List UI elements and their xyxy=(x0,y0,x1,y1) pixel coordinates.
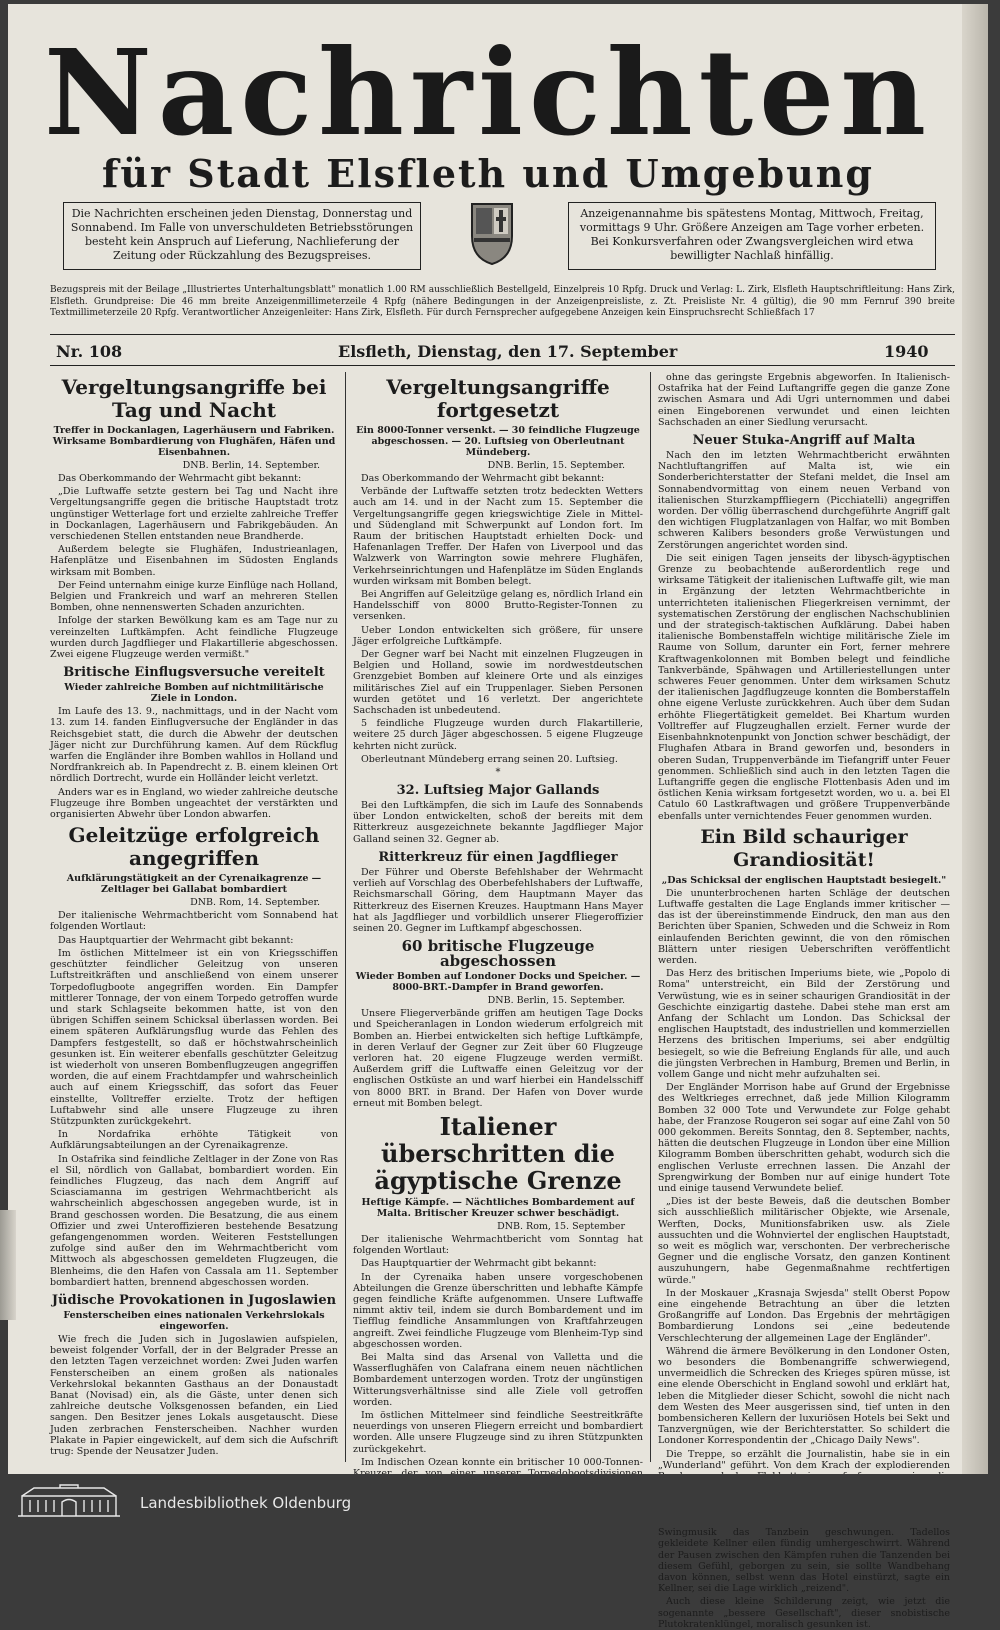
library-name: Landesbibliothek Oldenburg xyxy=(140,1494,352,1512)
source-line: DNB. Rom, 15. September xyxy=(497,1220,625,1232)
headline: Jüdische Provokationen in Jugoslawien xyxy=(51,1292,337,1308)
footer-bar xyxy=(0,1474,1000,1527)
article-paragraph: „Die Luftwaffe setzte gestern bei Tag und Nacht ihre Vergeltungsangriffe gegen die britische Hauptstadt trotz ungünstiger Wetterlage fort und erzielte zahlreiche Treffer in Dockanlagen, Lagerhäusern und Fabrikgebäuden. An verschiedenen Stellen entstanden neue Brandherde. xyxy=(50,486,338,543)
subheadline: Aufklärungstätigkeit an der Cyrenaikagrenze — Zeltlager bei Gallabat bombardiert xyxy=(66,873,322,896)
article-paragraph: Der Engländer Morrison habe auf Grund der Ergebnisse des Weltkrieges errechnet, daß jede Million Kilogramm Bomben 32 000 Tote und Verwundete zur Folge gehabt habe, der Franzose Rougeron sei sogar auf eine Zahl von 50 000 gekommen. Bereits Sonntag, den 8. September, nachts, hätten die deutschen Flugzeuge in London über eine Million Kilogramm Bomben überschritten gehabt, wodurch sich die englischen Verluste errechnen lassen. Die Anzahl der Sprengwirkung der Bomben nur auf einige hundert Tote und einige tausend Verwundete belief. xyxy=(658,1082,950,1194)
publication-info-box: Die Nachrichten erscheinen jeden Dienstag, Donnerstag und Sonnabend. Im Falle von unverschuldeten Betriebsstörungen besteht kein Anspruch auf Lieferung, Nachlieferung der Zeitung oder Rückzahlung des Bezugspreises. xyxy=(63,202,421,270)
article-paragraph: Außerdem belegte sie Flughäfen, Industrieanlagen, Hafenplätze und Eisenbahnen im Südosten Englands wirksam mit Bomben. xyxy=(50,544,338,578)
headline: 60 britische Flugzeuge abgeschossen xyxy=(401,937,595,971)
binding-clip xyxy=(0,1210,16,1320)
article-paragraph: In der Moskauer „Krasnaja Swjesda" stellt Oberst Popow eine eingehende Betrachtung an über die letzten Großangriffe auf London. Das Ergebnis der mehrtägigen Bombardierung Londons sei „eine bedeutende Verschlechterung der allgemeinen Lage der Engländer". xyxy=(658,1287,950,1344)
article-paragraph: Das Oberkommando der Wehrmacht gibt bekannt: xyxy=(361,473,605,484)
headline: Vergeltungsangriffe bei Tag und Nacht xyxy=(61,375,327,422)
article-paragraph: Der Führer und Oberste Befehlshaber der Wehrmacht verlieh auf Vorschlag des Oberbefehlshabers der Luftwaffe, Reichsmarschall Göring, dem Hauptmann Mayer das Ritterkreuz des Eisernen Kreuzes. Hauptmann Hans Mayer hat als Jagdflieger und vorbildlich unserer Fliegeroffizier seinen 20. Gegner im Luftkampf abgeschossen. xyxy=(353,866,643,934)
article-paragraph: 5 feindliche Flugzeuge wurden durch Flakartillerie, weitere 25 durch Jäger abgeschossen. 5 eigene Flugzeuge kehrten nicht zurück. xyxy=(353,718,643,752)
article-paragraph: Bei Angriffen auf Geleitzüge gelang es, nördlich Irland ein Handelsschiff von 8000 Brutto-Register-Tonnen zu versenken. xyxy=(353,589,643,623)
column-2 xyxy=(353,372,643,1468)
article-paragraph: Der Gegner warf bei Nacht mit einzelnen Flugzeugen in Belgien und Holland, sowie im nordwestdeutschen Grenzgebiet Bomben auf kleinere Orte und als einziges militärisches Ziel auf ein Truppenlager. Sieben Personen wurden getötet und 16 verletzt. Der angerichtete Sachschaden ist unbedeutend. xyxy=(353,649,643,717)
article-paragraph: Im östlichen Mittelmeer ist ein von Kriegsschiffen geschützter feindlicher Geleitzug von unseren Luftstreitkräften und anschließend von einem unserer Torpedoflugboote angegriffen worden. Ein Dampfer mittlerer Tonnage, der von einem Torpedo getroffen wurde und stark Schlagseite bekommen hatte, ist von den übrigen Schiffen seinem Schicksal überlassen worden. Bei einem späteren Aufklärungsflug wurde das Fehlen des Dampfers festgestellt, so daß er höchstwahrscheinlich gesunken ist. Ein weiterer ebenfalls geschützter Geleitzug ist wiederholt von unseren Bombenflugzeugen angegriffen worden, die auf einem Frachtdampfer und wahrscheinlich auch auf einem Kriegsschiff, das sofort das Feuer einstellte, Volltreffer erzielte. Trotz der heftigen Luftabwehr sind alle unsere Flugzeuge zu ihren Stützpunkten zurückgekehrt. xyxy=(50,947,338,1127)
article-paragraph: In Ostafrika sind feindliche Zeltlager in der Zone von Ras el Sil, nördlich von Gallabat, bombardiert worden. Ein feindliches Flugzeug, das nach dem Angriff auf Sciasciamanna im gestrigen Wehrmachtbericht als wahrscheinlich abgeschossen angegeben wurde, ist in Brand geschossen worden. Die Besatzung, die aus einem Offizier und zwei Unteroffizieren bestehende Besatzung gefangengenommen worden. Weiteren Feststellungen zufolge sind außer den im Wehrmachtbericht vom Mittwoch als abgeschossen gemeldeten Flugzeugen, die Blenheims, die den Hafen von Cassala am 11. September bombardiert hatten, brennend abgeschossen worden. xyxy=(50,1153,338,1288)
column-divider xyxy=(345,372,346,1462)
article-paragraph: ohne das geringste Ergebnis abgeworfen. In Italienisch-Ostafrika hat der Feind Luftangriffe gegen die ganze Zone zwischen Asmara und Adi Ugri unternommen und dabei einen Eingeborenen verwundet und einen leichten Sachschaden an einer Siedlung verursacht. xyxy=(658,372,950,428)
advertising-info-box: Anzeigenannahme bis spätestens Montag, Mittwoch, Freitag, vormittags 9 Uhr. Größere Anzeigen am Tage vorher erbeten. Bei Konkursverfahren oder Zwangsvergleichen wird etwa bewilligter Nachlaß hinfällig. xyxy=(568,202,936,270)
article-paragraph: Unsere Fliegerverbände griffen am heutigen Tage Docks und Speicheranlagen in London wiederum erfolgreich mit Bomben an. Hierbei entwickelten sich heftige Luftkämpfe, in deren Verlauf der Gegner zur Zeit über 60 Flugzeuge verloren hat. 20 eigene Flugzeuge werden vermißt. Außerdem griff die Luftwaffe einen Geleitzug vor der englischen Ostküste an und warf hierbei ein Handelsschiff von 8000 BRT. in Brand. Der Hafen von Dover wurde erneut mit Bomben belegt. xyxy=(353,1008,643,1109)
headline: Neuer Stuka-Angriff auf Malta xyxy=(692,433,916,449)
subheadline: Treffer in Dockanlagen, Lagerhäusern und Fabriken. Wirksame Bombardierung von Flughäfen, Häfen und Eisenbahnen. xyxy=(52,425,336,458)
subheadline: Ein 8000-Tonner versenkt. — 30 feindliche Flugzeuge abgeschossen. — 20. Luftsieg von Oberleutnant Mündeberg. xyxy=(356,425,640,458)
header-rule-top xyxy=(50,334,955,335)
subheadline: „Das Schicksal der englischen Hauptstadt besiegelt." xyxy=(661,874,947,886)
issue-number: Nr. 108 xyxy=(56,342,123,361)
source-line: DNB. Rom, 14. September. xyxy=(190,897,320,909)
masthead-subtitle: für Stadt Elsfleth und Umgebung xyxy=(102,151,874,196)
column-divider xyxy=(650,372,651,1462)
article-paragraph: Der italienische Wehrmachtbericht vom Sonntag hat folgenden Wortlaut: xyxy=(353,1233,643,1257)
headline: 32. Luftsieg Major Gallands xyxy=(396,783,600,799)
article-paragraph: Oberleutnant Mündeberg errang seinen 20. Luftsieg. xyxy=(361,753,618,765)
article-paragraph: Das Herz des britischen Imperiums biete, wie „Popolo di Roma" unterstreicht, ein Bild der Zerstörung und Verwüstung, wie es in seiner schaurigen Grandiosität in der Geschichte einzigartig dastehe. Dabei stehe man erst am Anfang der Schlacht um London. Das Schicksal der englischen Hauptstadt, des industriellen und kommerziellen Herzens des britischen Imperiums, sei aber endgültig besiegelt, so wie die Befreiung Englands für alle, und auch die jüngsten Verbrechen in Hamburg, Bremen und Berlin, in vollem Gange und nicht mehr aufzuhalten sei. xyxy=(658,968,950,1080)
masthead-title: Nachrichten xyxy=(44,23,932,162)
headline: Geleitzüge erfolgreich angegriffen xyxy=(68,823,320,871)
column-1 xyxy=(50,372,338,1462)
article-paragraph: Die seit einigen Tagen jenseits der libysch-ägyptischen Grenze zu beobachtende außerordentlich rege und wirksame Tätigkeit der italienischen Luftwaffe gilt, wie man in Ergänzung der letzten Wehrmachtberichte in unterrichteten italienischen Fliegerkreisen vernimmt, der systematischen Zerstörung der englischen Nachschublinien und der strategisch-taktischen Aufklärung. Dabei haben italienische Bombenstaffeln wichtige militärische Ziele im Raume von Sollum, darunter ein Fort, ferner mehrere Kraftwagenkolonnen mit Bomben belegt und feindliche Tankverbände, Spähwagen und Artilleriestellungen unter schweres Feuer genommen. Unter dem wirksamen Schutz der italienischen Jagdflugzeuge konnten die Bomberstaffeln ohne eigene Verluste zurückkehren. Auch über dem Sudan erhöhte Fliegertätigkeit gemeldet. Bei Khartum wurden Volltreffer auf Flugzeughallen erzielt. Ferner wurde der Eisenbahnknotenpunkt von Jonction schwer beschädigt, der Flughafen Atbara in Brand geworfen und, besonders in oberen Sudan, Truppenverbände im Tiefangriff unter Feuer genommen. Schließlich sind auch in den letzten Tagen die Luftangriffe gegen die englische Flottenbasis Aden und im östlichen Kenia wirksam fortgesetzt worden, wo u. a. bei El Catulo 60 Lastkraftwagen und größere Truppenverbände ebenfalls unter vernichtendes Feuer genommen wurden. xyxy=(658,552,950,822)
headline: Britische Einflugsversuche vereitelt xyxy=(63,665,325,681)
headline: Vergeltungsangriffe fortgesetzt xyxy=(386,375,610,422)
town-crest-icon xyxy=(468,200,516,266)
headline: Ein Bild schauriger Grandiosität! xyxy=(700,825,908,871)
article-paragraph: Ueber London entwickelten sich größere, für unsere Jäger erfolgreiche Luftkämpfe. xyxy=(353,624,643,647)
library-building-icon xyxy=(14,1484,124,1518)
article-paragraph: Nach den im letzten Wehrmachtbericht erwähnten Nachtluftangriffen auf Malta ist, wie ein Sonderberichterstatter der Stefani meldet, die Insel am Sonnabendvormittag von einem neuen Verband von italienischen Sturzkampffliegern (Picchiatelli) angegriffen worden. Der völlig überraschend durchgeführte Angriff galt den wichtigen Flugplatzanlagen von Halfar, wo mit Bomben schweren Kalibers besonders große Verwüstungen und Zerstörungen angerichtet worden sind. xyxy=(658,450,950,551)
article-paragraph: Im Laufe des 13. 9., nachmittags, und in der Nacht vom 13. zum 14. fanden Einflugversuche der Engländer in das Reichsgebiet statt, die durch die Abwehr der deutschen Jäger nicht zur Durchführung kamen. Auf dem Rückflug warfen die Engländer ihre Bomben wahllos in Holland und Nordfrankreich ab. In Papendrecht z. B. einem kleinen Ort nördlich Dortrecht, wurde ein Holländer leicht verletzt. xyxy=(50,706,338,785)
subheadline: Wieder Bomben auf Londoner Docks und Speicher. — 8000-BRT.-Dampfer in Brand geworfen. xyxy=(355,971,641,994)
article-paragraph: Während die ärmere Bevölkerung in den Londoner Osten, wo besonders die Bombenangriffe schwerwiegend, unvermeidlich die Schrecken des Krieges spüren müsse, ist eine elende Oberschicht in England sowohl und erklärt hat, leben die Mitglieder dieser Schicht, sowohl die nicht nach dem Westen des Meer ausgerissen sind, tief unten in den bombensicheren Kellern der luxuriösen Hotels bei Sekt und Tanzvergnügen, wie der Berichterstatter. So schildert die Londoner Korrespondentin der „Chicago Daily News". xyxy=(658,1345,950,1447)
separator-star: * xyxy=(495,767,501,779)
source-line: DNB. Berlin, 14. September. xyxy=(182,460,320,471)
article-paragraph: Die ununterbrochenen harten Schläge der deutschen Luftwaffe gestalten die Lage Englands immer kritischer — das ist der übereinstimmende Eindruck, den man aus den Berichten über Spanien, Schweden und die Schweiz in Rom einlaufenden Berichten gewinnt, die von den römischen Blättern unter riesigen Ueberschriften veröffentlicht werden. xyxy=(658,887,950,966)
header-rule-bottom xyxy=(50,365,955,366)
year: 1940 xyxy=(884,342,929,361)
headline: Ritterkreuz für einen Jagdflieger xyxy=(378,849,618,865)
article-paragraph: Infolge der starken Bewölkung kam es am Tage nur zu vereinzelten Luftkämpfen. Acht feindliche Flugzeuge wurden durch Jagdflieger und Flakartillerie abgeschossen. Zwei eigene Flugzeuge werden vermißt." xyxy=(50,615,338,661)
article-paragraph: Das Hauptquartier der Wehrmacht gibt bekannt: xyxy=(361,1258,597,1270)
source-line: DNB. Berlin, 15. September. xyxy=(487,995,625,1007)
article-paragraph: „Dies ist der beste Beweis, daß die deutschen Bomber sich ausschließlich militärischer Objekte, wie Arsenale, Werften, Docks, Munitionsfabriken usw. als Ziele aussuchten und die Wohnviertel der englischen Hauptstadt, so weit es möglich war, verschonten. Der verbrecherische Gegner und die englische Vorsatz, den ganzen Kontinent auszuhungern, habe Gegenmaßnahme rechtfertigen würde." xyxy=(658,1196,950,1286)
article-paragraph: Im Indischen Ozean konnte ein britischer 10 000-Tonnen- xyxy=(361,1456,643,1468)
article-paragraph: Bei den Luftkämpfen, die sich im Laufe des Sonnabends über London entwickelten, schoß der bereits mit dem Ritterkreuz ausgezeichnete bekannte Jagdflieger Major Galland seinen 32. Gegner ab. xyxy=(353,800,643,845)
article-paragraph: In Nordafrika erhöhte Tätigkeit von Aufklärungsabteilungen an der Cyrenaikagrenze. xyxy=(50,1129,338,1152)
article-paragraph: Verbände der Luftwaffe setzten trotz bedeckten Wetters auch am 14. und in der Nacht zum 15. September die Vergeltungsangriffe gegen kriegswichtige Ziele in Mittel- und Südengland mit Schwerpunkt auf London fort. Im Raum der britischen Hauptstadt erhielten Dock- und Hafenanlagen Treffer. Der Hafen von Liverpool und das Walzwerk von Warrington sowie mehrere Flughäfen, Verkehrseinrichtungen und Hafenplätze im Süden Englands wurden wirksam mit Bomben belegt. xyxy=(353,486,643,587)
article-paragraph: Die Treppe, so erzählt die Journalistin, habe sie in ein „Wunderland" geführt. Von dem Krach der explodierenden Swingmusik das Tanzbein geschwungen. Tadellos gekleidete Kellner eilen fündig umhergeschwirrt. Während der Pausen zwischen den Kämpfen ruhen die Tanzenden bei diesem Gefühl, geborgen zu sein, sie sollte Wandbehang davon können, selbst wenn das Hotel einstürzt, sagte ein Kellner, sei die Lage wirklich „reizend". xyxy=(658,1448,950,1595)
subheadline: Heftige Kämpfe. — Nächtliches Bombardement auf Malta. Britischer Kreuzer schwer beschädigt. xyxy=(361,1196,635,1219)
article-paragraph: Bei Malta sind das Arsenal von Valletta und die Wasserflughäfen von Calafrana einem neuen nächtlichen Bombardement unterzogen worden. Trotz der ungünstigen Witterungsverhältnisse sind alle Ziele voll getroffen worden. xyxy=(353,1351,643,1408)
article-paragraph: In der Cyrenaika haben unsere vorgeschobenen Abteilungen die Grenze überschritten und lebhafte Kämpfe gegen feindliche Kräfte aufgenommen. Unsere Luftwaffe nimmt aktiv teil, indem sie durch Bombardement und im Tiefflug feindliche Ansammlungen von Kraftfahrzeugen angreift. Zwei feindliche Flugzeuge vom Blenheim-Typ sind abgeschossen worden. xyxy=(353,1271,643,1350)
headline: Italiener überschritten die ägyptische Grenze xyxy=(374,1111,622,1195)
article-paragraph: Auch diese kleine Schilderung zeigt, wie jetzt die sogenannte „bessere Gesellschaft", dieser snobistische Plutokratenklüngel, moralisch gesunken ist. xyxy=(658,1596,950,1630)
article-paragraph: Der italienische Wehrmachtbericht vom Sonnabend hat folgenden Wortlaut: xyxy=(50,910,338,933)
page-edge xyxy=(962,4,988,1474)
source-line: DNB. Berlin, 15. September. xyxy=(487,460,625,471)
subheadline: Wieder zahlreiche Bomben auf nichtmilitärische Ziele in London. xyxy=(64,682,324,705)
subheadline: Fensterscheiben eines nationalen Verkehrslokals eingeworfen. xyxy=(63,1309,325,1332)
price-and-publisher-info: Bezugspreis mit der Beilage „Illustriertes Unterhaltungsblatt" monatlich 1.00 RM ausschließlich Bestellgeld, Einzelpreis 10 Rpfg. Druck und Verlag: L. Zirk, Elsfleth Hauptschriftleitung: Hans Zirk, Elsfleth. Grundpreise: Die 46 mm breite Anzeigenmillimeterzeile 4 Rpfg (nähere Bedingungen in der Anzeigenpreisliste, z. Zt. Preisliste Nr. 4 gültig), die 90 mm Fernruf 390 breite Textmillimeterzeile 20 Rpfg. Verantwortlicher Anzeigenleiter: Hans Zirk, Elsfleth. Für durch Fernsprecher aufgegebene Anzeigen kein Einspruchsrecht Schließfach 17 xyxy=(50,285,955,318)
column-3 xyxy=(658,372,950,1630)
dateline: Elsfleth, Dienstag, den 17. September xyxy=(338,342,678,361)
article-paragraph: Im östlichen Mittelmeer sind feindliche Seestreitkräfte neuerdings von unseren Fliegern erreicht und bombardiert worden. Alle unsere Flugzeuge sind zu ihren Stützpunkten zurückgekehrt. xyxy=(353,1409,643,1455)
article-paragraph: Das Oberkommando der Wehrmacht gibt bekannt: xyxy=(58,473,302,484)
article-paragraph: Wie frech die Juden sich in Jugoslawien aufspielen, beweist folgender Vorfall, der in der Belgrader Presse an den letzten Tagen verzeichnet worden: Zwei Juden warfen Fensterscheiben an einem großen als nationales Verkehrslokal bekannten Gasthaus an der Donaustadt Banat (Novisad) ein, als die Gäste, unter denen sich zahlreiche deutsche Volksgenossen befanden, ein Lied sangen. Den Besitzer jenes Lokals ausgetauscht. Diese Juden zerbrachen Fensterscheiben. Nachher wurden Plakate in Papier eingewickelt, auf dem sich die Aufschrift trug: Spende der Neusatzer Juden. xyxy=(50,1333,338,1458)
article-paragraph: Das Hauptquartier der Wehrmacht gibt bekannt: xyxy=(58,934,294,946)
article-paragraph: Anders war es in England, wo wieder zahlreiche deutsche Flugzeuge ihre Bomben ungeachtet der verstärkten und organisierten Abwehr über London abwarfen. xyxy=(50,786,338,821)
article-paragraph: Der Feind unternahm einige kurze Einflüge nach Holland, Belgien und Frankreich und warf an mehreren Stellen Bomben, ohne nennenswerten Schaden anzurichten. xyxy=(50,579,338,614)
